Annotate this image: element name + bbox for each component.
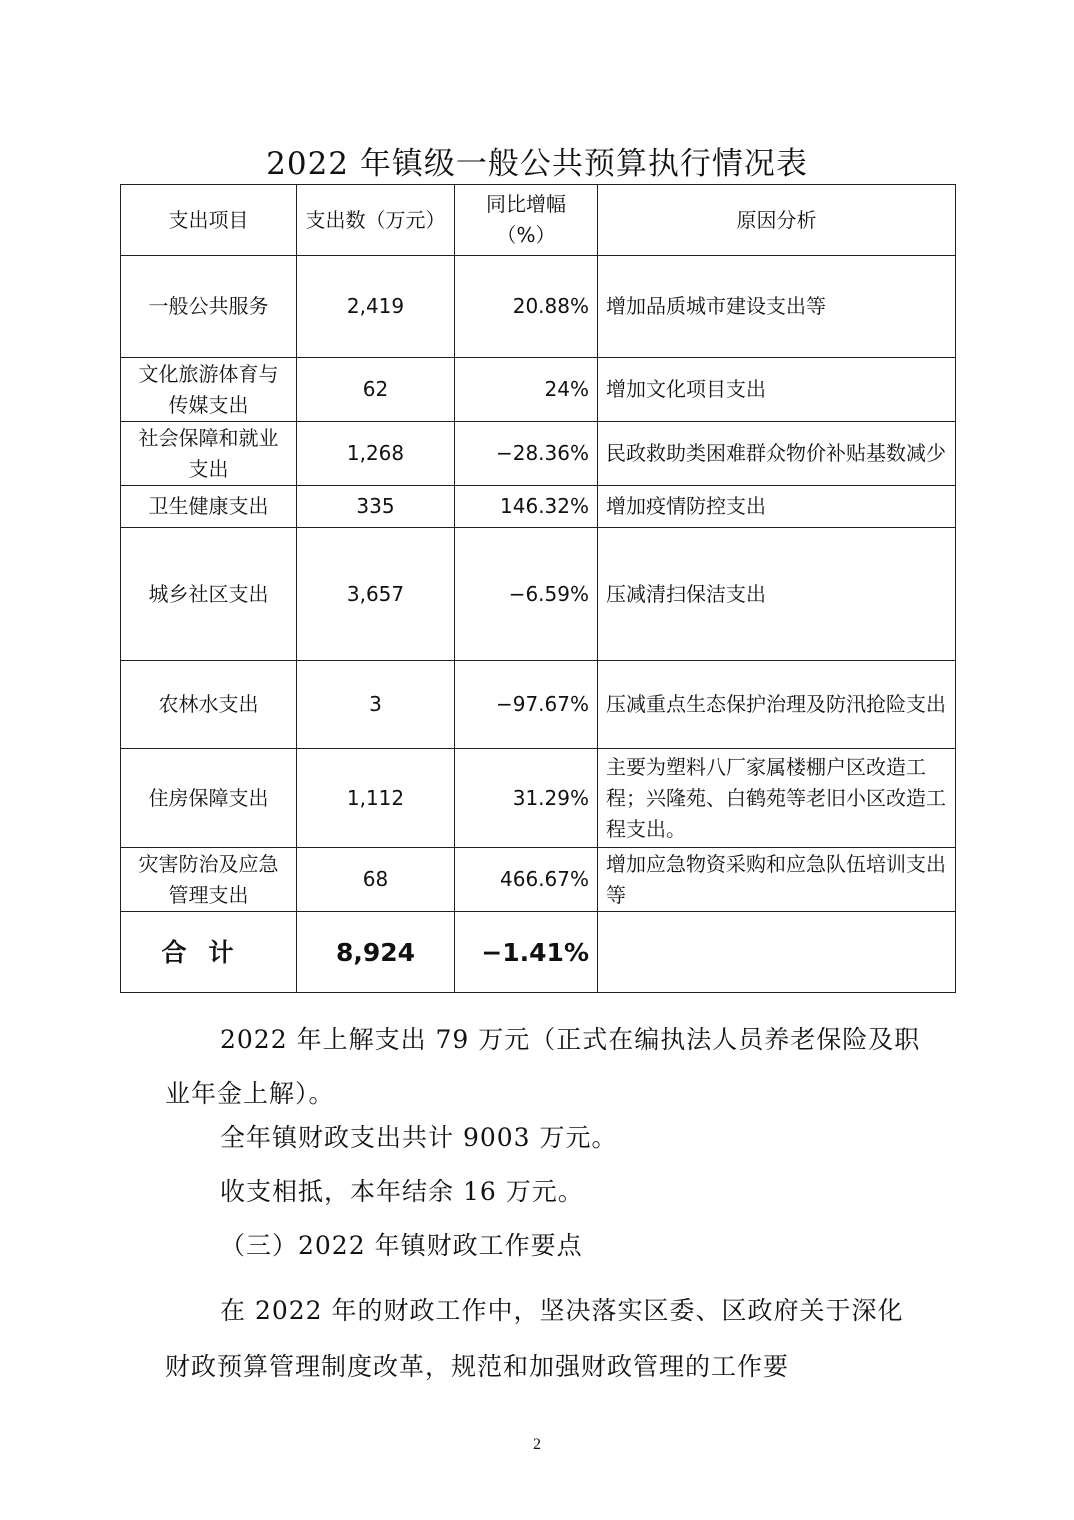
cell-growth: 24% <box>455 358 598 422</box>
table-title: 2022 年镇级一般公共预算执行情况表 <box>266 146 808 182</box>
cell-growth: 31.29% <box>455 749 598 848</box>
cell-reason: 民政救助类困难群众物价补贴基数减少 <box>598 422 956 486</box>
paragraph-work-points: 在 2022 年的财政工作中，坚决落实区委、区政府关于深化财政预算管理制度改革，规范和加强财政管理的工作要 <box>165 1296 904 1381</box>
table-row <box>121 486 956 528</box>
table-header-row <box>121 185 956 256</box>
paragraph-total-expenditure: 全年镇财政支出共计 9003 万元。 <box>220 1123 618 1152</box>
cell-reason: 增加应急物资采购和应急队伍培训支出等 <box>598 848 956 912</box>
cell-reason: 主要为塑料八厂家属楼棚户区改造工程；兴隆苑、白鹤苑等老旧小区改造工程支出。 <box>598 749 956 848</box>
cell-item: 文化旅游体育与传媒支出 <box>121 358 297 422</box>
table-row <box>121 358 956 422</box>
header-growth-line1: 同比增幅 <box>486 192 566 216</box>
cell-growth: −6.59% <box>455 528 598 661</box>
cell-amount: 68 <box>297 848 455 912</box>
total-growth: −1.41% <box>455 912 598 993</box>
total-label: 合计 <box>121 912 297 993</box>
cell-growth: 466.67% <box>455 848 598 912</box>
total-reason <box>598 912 956 993</box>
table-total-row <box>121 912 956 993</box>
cell-growth: 20.88% <box>455 256 598 358</box>
header-item: 支出项目 <box>121 185 297 256</box>
page-number: 2 <box>533 1436 541 1453</box>
paragraph-remittance: 2022 年上解支出 79 万元（正式在编执法人员养老保险及职业年金上解）。 <box>165 1025 921 1108</box>
cell-growth: −97.67% <box>455 661 598 749</box>
header-growth-line2: （%） <box>496 223 556 247</box>
cell-reason: 压减重点生态保护治理及防汛抢险支出 <box>598 661 956 749</box>
cell-amount: 2,419 <box>297 256 455 358</box>
table-row <box>121 256 956 358</box>
cell-item: 住房保障支出 <box>121 749 297 848</box>
cell-amount: 3 <box>297 661 455 749</box>
cell-growth: 146.32% <box>455 486 598 528</box>
section-heading: （三）2022 年镇财政工作要点 <box>220 1231 583 1260</box>
header-amount: 支出数（万元） <box>297 185 455 256</box>
table-row <box>121 661 956 749</box>
paragraph-balance: 收支相抵，本年结余 16 万元。 <box>220 1177 584 1206</box>
budget-table <box>120 184 956 993</box>
table-row <box>121 749 956 848</box>
table-row <box>121 422 956 486</box>
cell-growth: −28.36% <box>455 422 598 486</box>
cell-amount: 62 <box>297 358 455 422</box>
table-row <box>121 848 956 912</box>
table-row <box>121 528 956 661</box>
cell-reason: 增加文化项目支出 <box>598 358 956 422</box>
header-reason: 原因分析 <box>598 185 956 256</box>
total-amount: 8,924 <box>297 912 455 993</box>
cell-amount: 1,112 <box>297 749 455 848</box>
cell-amount: 3,657 <box>297 528 455 661</box>
cell-reason: 增加品质城市建设支出等 <box>598 256 956 358</box>
cell-item: 卫生健康支出 <box>121 486 297 528</box>
cell-item: 一般公共服务 <box>121 256 297 358</box>
cell-amount: 335 <box>297 486 455 528</box>
cell-reason: 增加疫情防控支出 <box>598 486 956 528</box>
cell-reason: 压减清扫保洁支出 <box>598 528 956 661</box>
cell-item: 城乡社区支出 <box>121 528 297 661</box>
cell-item: 社会保障和就业支出 <box>121 422 297 486</box>
cell-amount: 1,268 <box>297 422 455 486</box>
cell-item: 灾害防治及应急管理支出 <box>121 848 297 912</box>
header-growth <box>455 185 598 256</box>
cell-item: 农林水支出 <box>121 661 297 749</box>
